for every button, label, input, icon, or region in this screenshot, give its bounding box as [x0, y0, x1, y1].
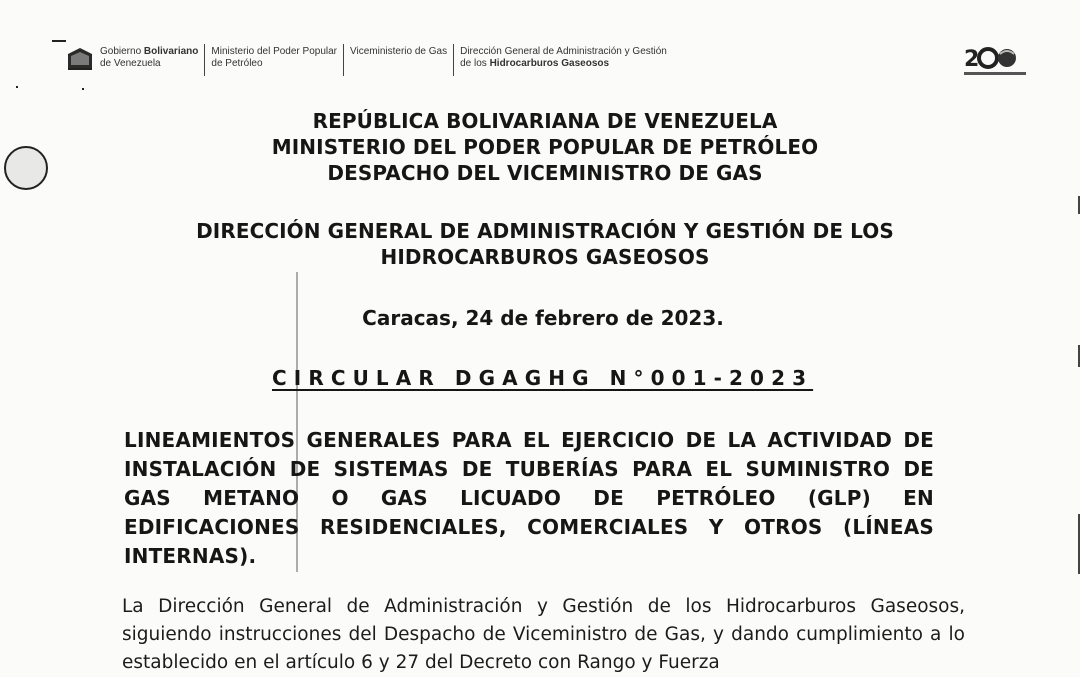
subject-line: INTERNAS). — [124, 544, 257, 568]
scan-dot — [82, 88, 84, 90]
subject-line: INSTALACIÓN DE SISTEMAS DE TUBERÍAS PARA EL SUMINISTRO DE — [124, 457, 934, 481]
header-line: MINISTERIO DEL PODER POPULAR DE PETRÓLEO — [271, 135, 819, 159]
subject-line: EDIFICACIONES RESIDENCIALES, COMERCIALES Y OTROS (LÍNEAS — [124, 515, 934, 539]
svg-text:2: 2 — [964, 47, 980, 72]
document-date: Caracas, 24 de febrero de 2023. — [362, 306, 724, 330]
header-line: REPÚBLICA BOLIVARIANA DE VENEZUELA — [312, 109, 778, 133]
letterhead-direccion: Dirección General de Administración y Gestión de los Hidrocarburos Gaseosos — [460, 46, 667, 69]
letterhead — [66, 44, 673, 84]
anniversary-logo-icon — [962, 44, 1032, 80]
scan-dot — [16, 86, 18, 88]
subject-line: GAS METANO O GAS LICUADO DE PETRÓLEO (GLP) EN — [124, 486, 934, 510]
government-logo-icon — [66, 46, 94, 72]
letterhead-viceministerio: Viceministerio de Gas — [344, 44, 454, 76]
scan-dot — [52, 40, 66, 42]
letterhead-ministerio: Ministerio del Poder Popular de Petróleo — [205, 44, 344, 76]
document-header — [0, 108, 1080, 186]
direction-line: DIRECCIÓN GENERAL DE ADMINISTRACIÓN Y GESTIÓN DE LOS — [196, 219, 894, 243]
body-paragraph: La Dirección General de Administración y Gestión de los Hidrocarburos Gaseosos, siguiendo instrucciones del Despacho de Viceministro de Gas, y dando cumplimiento a lo establecido en el artículo 6 y 27 del Decreto con Rango y Fuerza — [122, 596, 965, 673]
letterhead-gobierno: Gobierno Bolivariano de Venezuela — [94, 44, 205, 76]
direction-heading — [0, 218, 1080, 270]
direction-line: HIDROCARBUROS GASEOSOS — [380, 245, 710, 269]
subject-line: LINEAMIENTOS GENERALES PARA EL EJERCICIO DE LA ACTIVIDAD DE — [124, 428, 934, 452]
circular-title: CIRCULAR DGAGHG N°001-2023 — [272, 366, 814, 390]
header-line: DESPACHO DEL VICEMINISTRO DE GAS — [327, 161, 763, 185]
circular-subject — [124, 426, 934, 571]
